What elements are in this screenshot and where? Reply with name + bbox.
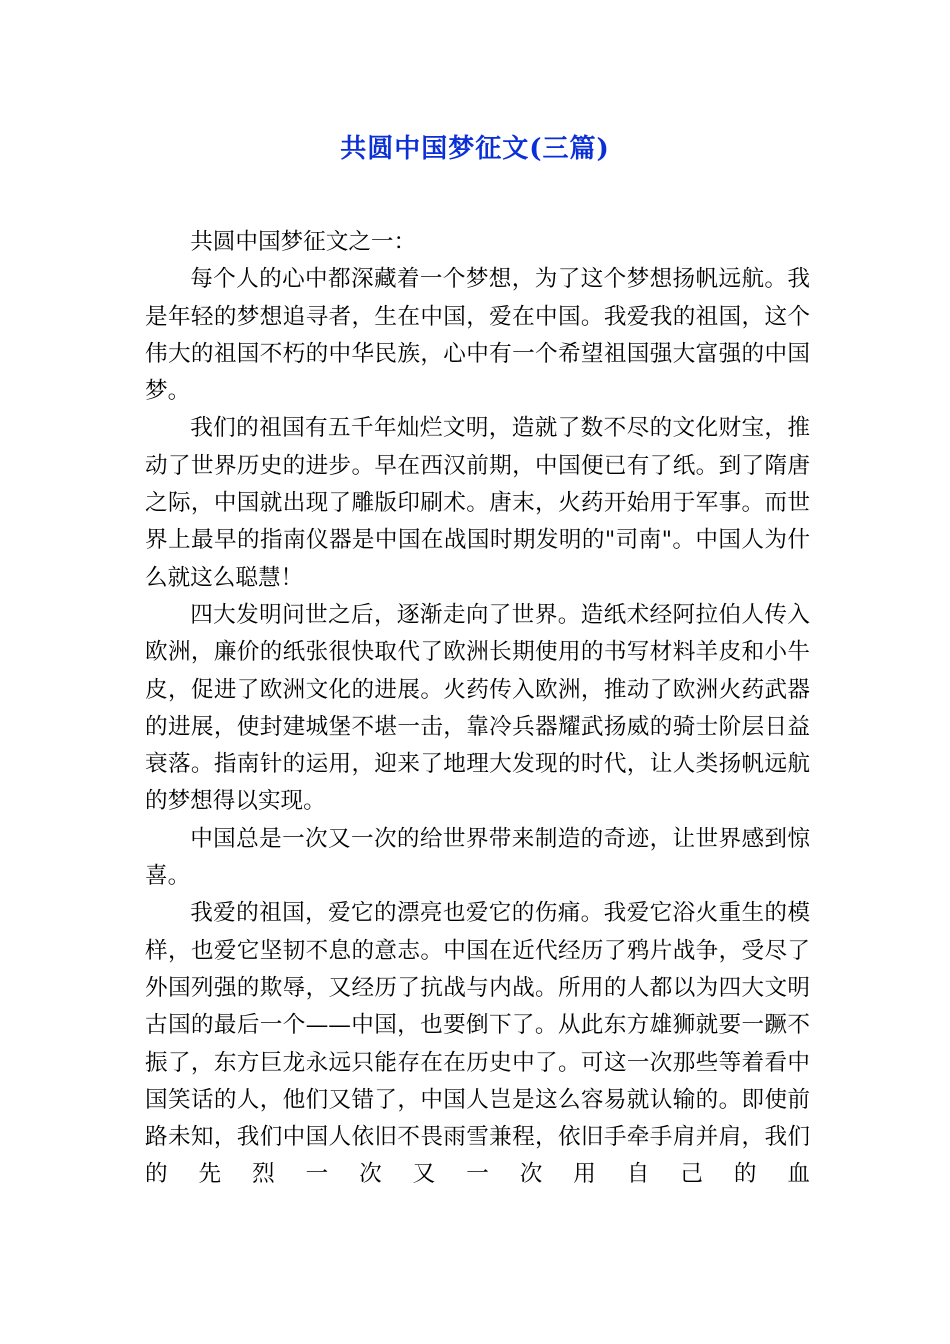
document-title: 共圆中国梦征文(三篇) (340, 134, 610, 164)
document-body (145, 224, 810, 1194)
paragraph-subtitle: 共圆中国梦征文之一： (190, 229, 417, 255)
paragraph-3: 四大发明问世之后，逐渐走向了世界。造纸术经阿拉伯人传入欧洲，廉价的纸张很快取代了欧洲长期使用的书写材料羊皮和小牛皮，促进了欧洲文化的进展。火药传入欧洲，推动了欧洲火药武器的进展，使封建城堡不堪一击，靠冷兵器耀武扬威的骑士阶层日益衰落。指南针的运用，迎来了地理大发现的时代，让人类扬帆远航的梦想得以实现。 (145, 601, 810, 815)
paragraph-5: 我爱的祖国，爱它的漂亮也爱它的伤痛。我爱它浴火重生的模样，也爱它坚韧不息的意志。中国在近代经历了鸦片战争，受尽了外国列强的欺辱，又经历了抗战与内战。所用的人都以为四大文明古国的最后一个——中国，也要倒下了。从此东方雄狮就要一蹶不振了，东方巨龙永远只能存在在历史中了。可这一次那些等着看中国笑话的人，他们又错了，中国人岂是这么容易就认输的。即使前路未知，我们中国人依旧不畏雨雪兼程，依旧手牵手肩并肩，我们的先烈一次又一次用自己的血 (145, 900, 810, 1188)
paragraph-1: 每个人的心中都深藏着一个梦想，为了这个梦想扬帆远航。我是年轻的梦想追寻者，生在中国，爱在中国。我爱我的祖国，这个伟大的祖国不朽的中华民族，心中有一个希望祖国强大富强的中国梦。 (145, 266, 810, 405)
paragraph-2: 我们的祖国有五千年灿烂文明，造就了数不尽的文化财宝，推动了世界历史的进步。早在西汉前期，中国便已有了纸。到了隋唐之际，中国就出现了雕版印刷术。唐末，火药开始用于军事。而世界上最早的指南仪器是中国在战国时期发明的"司南"。中国人为什么就这么聪慧！ (145, 415, 810, 591)
paragraph-4: 中国总是一次又一次的给世界带来制造的奇迹，让世界感到惊喜。 (145, 825, 810, 890)
